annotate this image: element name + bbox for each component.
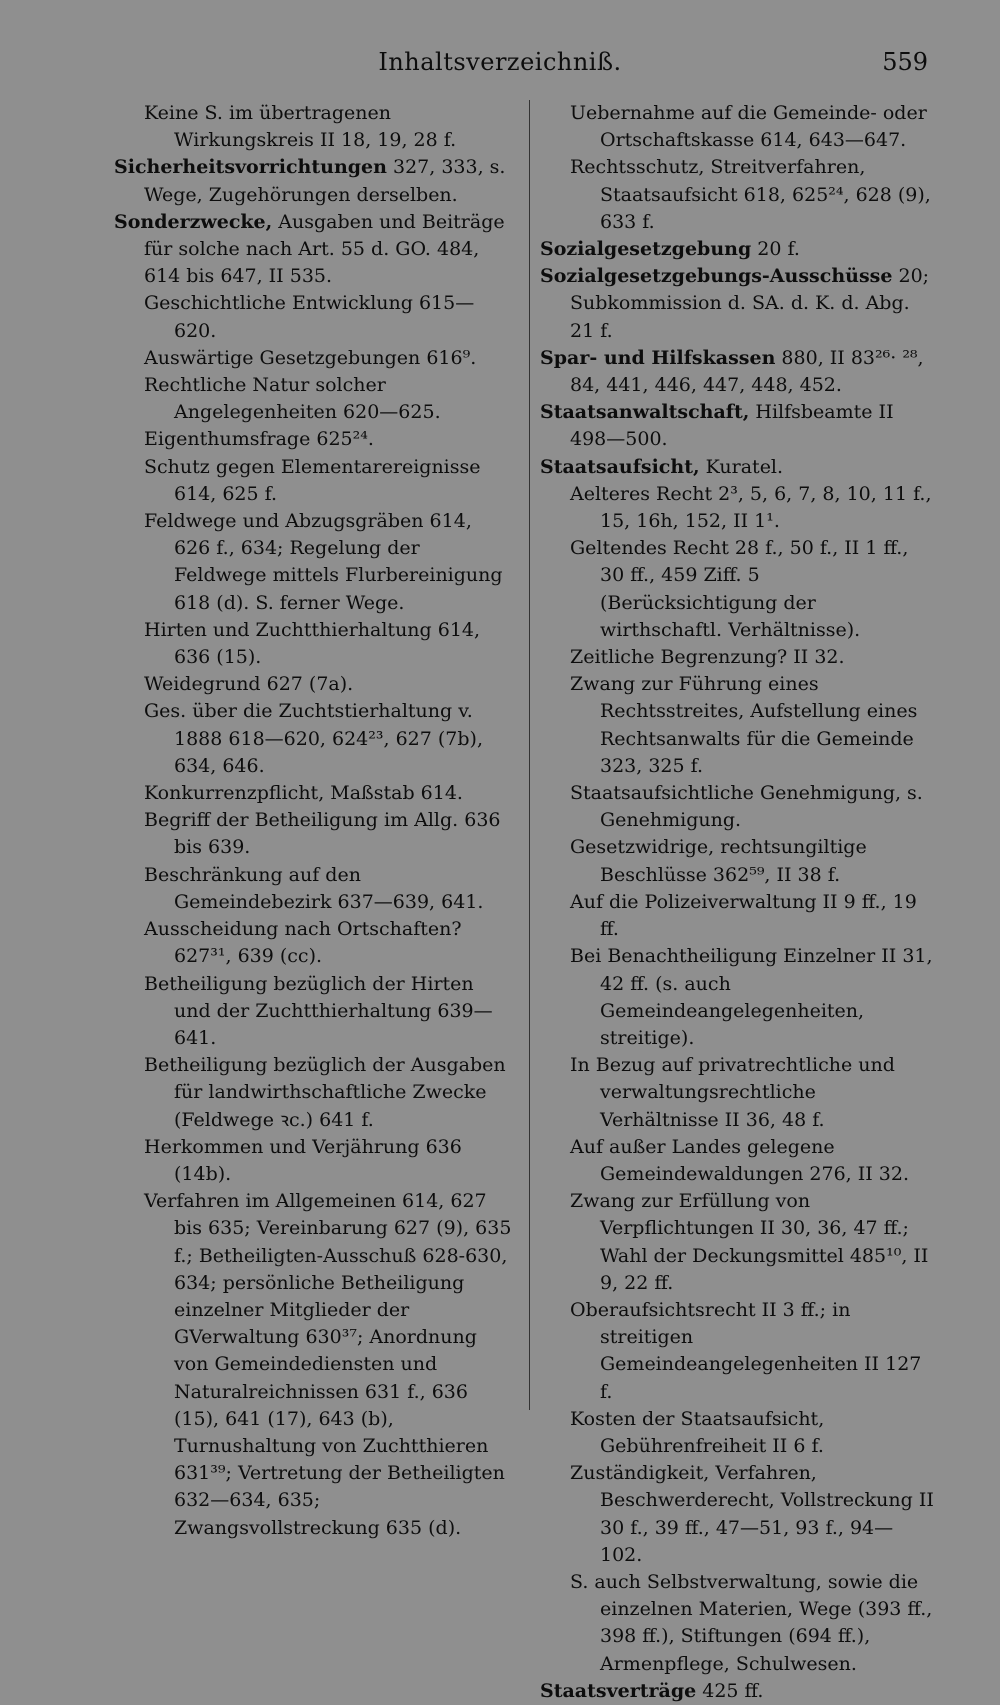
- index-entry-text: Auswärtige Gesetzgebungen 616⁹.: [144, 346, 477, 369]
- index-entry: [114, 209, 514, 291]
- index-entry-text: Kuratel.: [699, 455, 784, 478]
- index-entry: [144, 862, 514, 916]
- index-entry-text: Ges. über die Zuchtstierhaltung v. 1888 618—620, 624²³, 627 (7b), 634, 646.: [144, 700, 484, 777]
- index-entry-text: 327, 333, s. Wege, Zugehörungen derselben.: [144, 156, 506, 206]
- index-entry: [144, 807, 514, 861]
- index-entry-text: Kosten der Staatsaufsicht, Gebührenfreiheit II 6 f.: [570, 1407, 825, 1457]
- index-entry-text: Schutz gegen Elementarereignisse 614, 625 f.: [144, 455, 481, 505]
- index-entry: [144, 454, 514, 508]
- index-entry-text: Herkommen und Verjährung 636 (14b).: [144, 1135, 462, 1185]
- index-entry: [570, 671, 935, 780]
- index-entry: [570, 834, 935, 888]
- index-entry: [144, 100, 514, 154]
- index-column-left: [114, 100, 514, 1542]
- index-entry: [144, 345, 514, 372]
- index-entry: [144, 290, 514, 344]
- index-entry: [144, 1188, 514, 1542]
- index-entry: [540, 263, 935, 345]
- index-entry: [570, 100, 935, 154]
- index-entry: [144, 1052, 514, 1134]
- index-entry-text: Zwang zur Führung eines Rechtsstreites, Aufstellung eines Rechtsanwalts für die Gemeinde 323, 325 f.: [570, 673, 918, 777]
- index-entry: [144, 698, 514, 780]
- index-entry-text: 425 ff.: [696, 1679, 764, 1702]
- index-entry: [570, 1297, 935, 1406]
- index-entry: [570, 943, 935, 1052]
- index-entry-text: Zuständigkeit, Verfahren, Beschwerderecht, Vollstreckung II 30 f., 39 ff., 47—51, 93 f., 94—102.: [570, 1462, 934, 1566]
- index-entry: [144, 508, 514, 617]
- index-entry-text: Zwang zur Erfüllung von Verpflichtungen II 30, 36, 47 ff.; Wahl der Deckungsmittel 485¹⁰, II 9, 22 ff.: [570, 1190, 929, 1294]
- index-entry: [570, 1406, 935, 1460]
- index-entry: [540, 1678, 935, 1705]
- page-number: 559: [882, 48, 928, 76]
- index-entry-text: Geschichtliche Entwicklung 615—620.: [144, 292, 475, 342]
- index-entry-text: Oberaufsichtsrecht II 3 ff.; in streitigen Gemeindeangelegenheiten II 127 f.: [570, 1298, 922, 1403]
- index-entry-text: 20; Subkommission d. SA. d. K. d. Abg. 21 f.: [570, 265, 930, 342]
- index-column-right: [540, 100, 935, 1705]
- index-entry-text: Eigenthumsfrage 625²⁴.: [144, 428, 374, 451]
- index-entry-text: Staatsaufsichtliche Genehmigung, s. Genehmigung.: [570, 782, 923, 832]
- index-entry: [570, 1134, 935, 1188]
- index-entry-text: Betheiligung bezüglich der Ausgaben für landwirthschaftliche Zwecke (Feldwege ꝛc.) 641 f.: [144, 1054, 506, 1131]
- running-header-title: Inhaltsverzeichniß.: [378, 48, 622, 76]
- index-entry-text: Aelteres Recht 2³, 5, 6, 7, 8, 10, 11 f., 15, 16h, 152, II 1¹.: [570, 482, 932, 533]
- index-entry-text: Rechtsschutz, Streitverfahren, Staatsaufsicht 618, 625²⁴, 628 (9), 633 f.: [570, 156, 931, 233]
- index-entry-text: Uebernahme auf die Gemeinde- oder Ortschaftskasse 614, 643—647.: [570, 102, 927, 152]
- index-entry: [570, 1460, 935, 1569]
- index-entry: [570, 1052, 935, 1134]
- index-entry-text: Gesetzwidrige, rechtsungiltige Beschlüsse 362⁵⁹, II 38 f.: [570, 836, 867, 886]
- index-entry-text: Auf die Polizeiverwaltung II 9 ff., 19 ff.: [570, 890, 917, 941]
- index-entry: [540, 345, 935, 399]
- index-entry: [570, 481, 935, 535]
- index-entry: [144, 617, 514, 671]
- index-entry-text: Beschränkung auf den Gemeindebezirk 637—639, 641.: [144, 863, 484, 913]
- index-entry: [114, 154, 514, 208]
- index-entry: [144, 671, 514, 698]
- index-entry-term: Staatsverträge: [540, 1679, 697, 1702]
- index-entry-text: Ausscheidung nach Ortschaften? 627³¹, 639 (cc).: [144, 918, 462, 968]
- index-entry: [144, 372, 514, 426]
- index-entry-text: Hirten und Zuchtthierhaltung 614, 636 (15).: [144, 618, 481, 669]
- index-entry-text: Konkurrenzpflicht, Maßstab 614.: [144, 782, 463, 805]
- index-entry-text: 880, II 83²⁶· ²⁸, 84, 441, 446, 447, 448, 452.: [570, 346, 924, 397]
- index-entry-text: Feldwege und Abzugsgräben 614, 626 f., 634; Regelung der Feldwege mittels Flurbereinigung 618 (d). S. ferner Wege.: [144, 510, 503, 614]
- index-entry-text: Zeitliche Begrenzung? II 32.: [570, 646, 845, 669]
- index-entry-term: Sonderzwecke,: [114, 210, 273, 233]
- index-entry-text: In Bezug auf privatrechtliche und verwaltungsrechtliche Verhältnisse II 36, 48 f.: [570, 1054, 895, 1131]
- index-entry: [144, 1134, 514, 1188]
- index-entry-term: Staatsaufsicht,: [540, 455, 700, 478]
- index-entry: [144, 971, 514, 1053]
- index-entry: [570, 1569, 935, 1678]
- index-entry: [144, 780, 514, 807]
- index-entry-text: Ausgaben und Beiträge für solche nach Art. 55 d. GO. 484, 614 bis 647, II 535.: [144, 210, 505, 288]
- index-entry-text: Rechtliche Natur solcher Angelegenheiten 620—625.: [144, 374, 441, 424]
- index-entry: [144, 916, 514, 970]
- index-entry-term: Sicherheitsvorrichtungen: [114, 156, 387, 179]
- index-entry-text: S. auch Selbstverwaltung, sowie die einzelnen Materien, Wege (393 ff., 398 ff.), Stiftungen (694 ff.), Armenpflege, Schulwesen.: [570, 1570, 933, 1675]
- index-entry: [570, 889, 935, 943]
- index-entry-text: Hilfsbeamte II 498—500.: [570, 401, 894, 451]
- index-entry: [540, 236, 935, 263]
- index-entry-text: Weidegrund 627 (7a).: [144, 673, 354, 696]
- index-entry-term: Spar- und Hilfskassen: [540, 346, 776, 369]
- index-entry: [540, 454, 935, 481]
- index-entry: [540, 399, 935, 453]
- index-entry-text: Geltendes Recht 28 f., 50 f., II 1 ff., 30 ff., 459 Ziff. 5 (Berücksichtigung der wirthschaftl. Verhältnisse).: [570, 537, 909, 641]
- index-entry-text: Verfahren im Allgemeinen 614, 627 bis 635; Vereinbarung 627 (9), 635 f.; Betheiligten-Ausschuß 628-630, 634; persönliche Betheiligung einzelner Mitglieder der GVerwaltung 630³⁷; Anordnung von Gemeindediensten und Naturalreichnissen 631 f., 636 (15), 641 (17), 643 (b), Turnushaltung von Zuchtthieren 631³⁹; Vertretung der Betheiligten 632—634, 635; Zwangsvollstreckung 635 (d).: [144, 1190, 512, 1539]
- index-entry-text: Bei Benachtheiligung Einzelner II 31, 42 ff. (s. auch Gemeindeangelegenheiten, streitige).: [570, 945, 933, 1049]
- index-entry-term: Sozialgesetzgebung: [540, 238, 752, 261]
- index-entry-text: Betheiligung bezüglich der Hirten und der Zuchtthierhaltung 639—641.: [144, 972, 493, 1049]
- index-entry: [570, 535, 935, 644]
- index-entry: [570, 154, 935, 236]
- index-entry: [570, 1188, 935, 1297]
- index-entry: [144, 426, 514, 453]
- index-entry-text: Auf außer Landes gelegene Gemeindewaldungen 276, II 32.: [570, 1135, 910, 1185]
- index-entry-text: Keine S. im übertragenen Wirkungskreis II 18, 19, 28 f.: [144, 102, 457, 152]
- index-entry: [570, 644, 935, 671]
- index-entry: [570, 780, 935, 834]
- index-entry-text: 20 f.: [751, 238, 800, 261]
- index-entry-text: Begriff der Betheiligung im Allg. 636 bis 639.: [144, 809, 501, 859]
- index-entry-term: Staatsanwaltschaft,: [540, 401, 750, 424]
- index-entry-term: Sozialgesetzgebungs-Ausschüsse: [540, 265, 893, 288]
- column-divider: [529, 100, 530, 1410]
